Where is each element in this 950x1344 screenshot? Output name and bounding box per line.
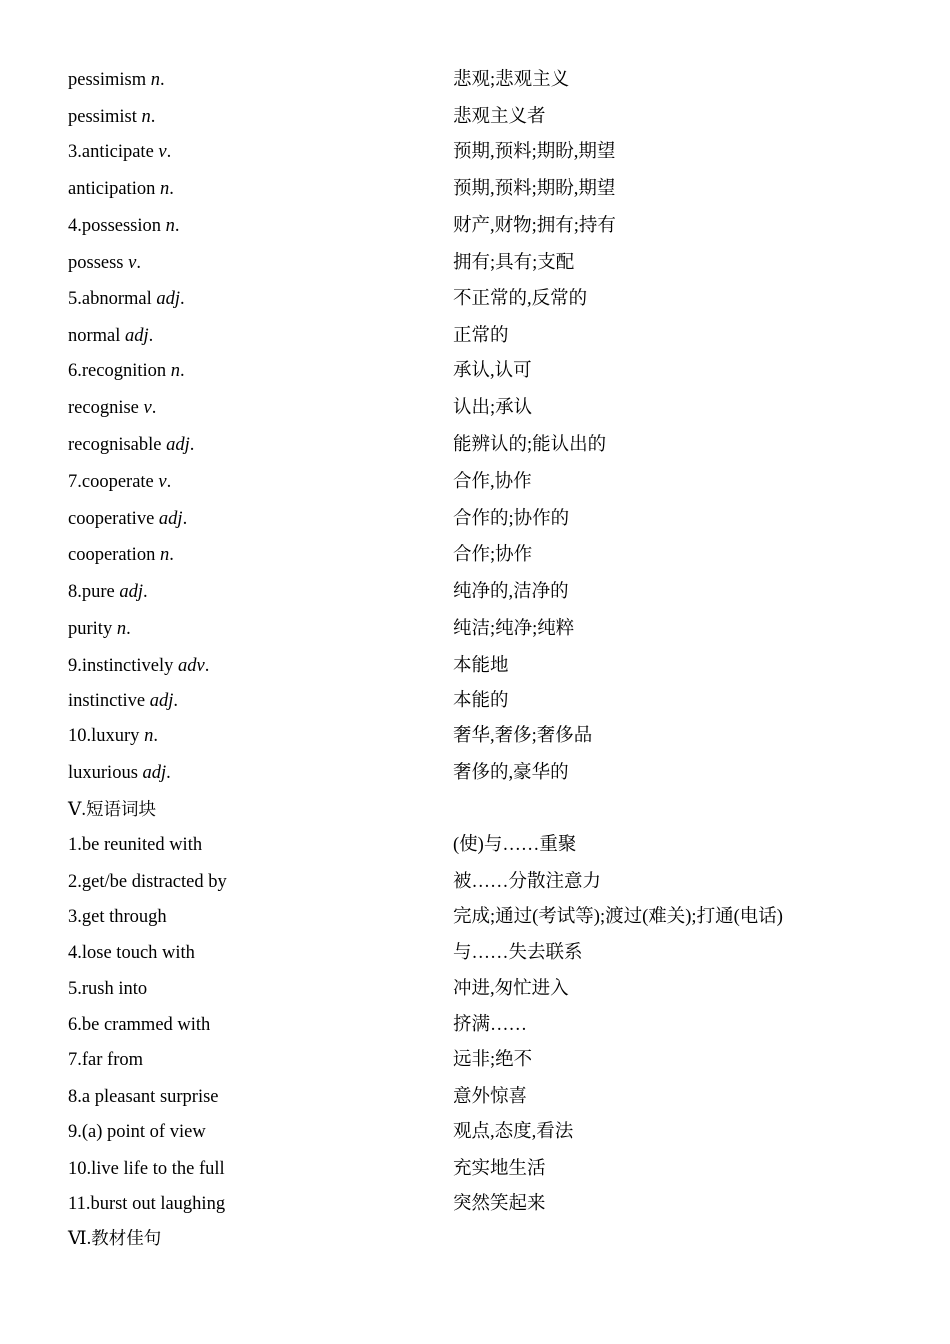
part-of-speech: v bbox=[158, 142, 167, 162]
vocab-word: pessimism n. bbox=[68, 70, 165, 90]
phrase-row bbox=[68, 1190, 888, 1218]
part-of-speech: adj bbox=[166, 435, 190, 455]
vocab-row bbox=[68, 103, 888, 131]
vocab-meaning: 本能的 bbox=[453, 691, 509, 711]
phrase-row bbox=[68, 1011, 888, 1039]
vocab-row bbox=[68, 615, 888, 643]
vocab-row bbox=[68, 759, 888, 787]
phrase-text: 5.rush into bbox=[68, 979, 148, 999]
vocab-word: instinctive adj. bbox=[68, 691, 178, 711]
phrase-meaning: 冲进,匆忙进入 bbox=[453, 979, 569, 999]
part-of-speech: adj bbox=[158, 509, 183, 529]
part-of-speech: n bbox=[159, 179, 170, 199]
vocab-word: pessimist n. bbox=[68, 107, 156, 127]
vocab-row bbox=[68, 541, 888, 569]
part-of-speech: adj bbox=[119, 582, 144, 602]
phrase-meaning: 意外惊喜 bbox=[453, 1087, 528, 1107]
phrase-meaning: 观点,态度,看法 bbox=[453, 1122, 574, 1142]
vocab-word: purity n. bbox=[68, 619, 131, 639]
phrase-row bbox=[68, 939, 888, 967]
section-number: Ⅴ. bbox=[68, 800, 86, 820]
part-of-speech: adv bbox=[177, 656, 205, 676]
part-of-speech: v bbox=[143, 398, 152, 418]
phrase-row bbox=[68, 868, 888, 896]
vocab-meaning: 预期,预料;期盼,期望 bbox=[453, 179, 616, 199]
vocab-row bbox=[68, 175, 888, 203]
vocab-row bbox=[68, 687, 888, 715]
vocab-meaning: 拥有;具有;支配 bbox=[453, 253, 575, 273]
vocab-row bbox=[68, 652, 888, 680]
phrase-row bbox=[68, 1155, 888, 1183]
vocab-meaning: 奢侈的,豪华的 bbox=[453, 763, 569, 783]
vocab-word: 3.anticipate v. bbox=[68, 142, 172, 162]
phrase-meaning: 与……失去联系 bbox=[453, 943, 583, 963]
vocab-row bbox=[68, 505, 888, 533]
phrase-text: 2.get/be distracted by bbox=[68, 872, 227, 892]
phrase-text: 8.a pleasant surprise bbox=[68, 1087, 219, 1107]
vocab-meaning: 悲观主义者 bbox=[453, 107, 546, 127]
part-of-speech: n bbox=[165, 216, 175, 236]
vocab-row bbox=[68, 357, 888, 385]
vocab-meaning: 合作,协作 bbox=[453, 472, 532, 492]
vocab-meaning: 认出;承认 bbox=[453, 398, 533, 418]
vocab-word: luxurious adj. bbox=[68, 763, 171, 783]
phrase-text: 1.be reunited with bbox=[68, 835, 203, 855]
phrase-text: 10.live life to the full bbox=[68, 1159, 225, 1179]
part-of-speech: adj bbox=[142, 763, 167, 783]
vocab-meaning: 合作;协作 bbox=[453, 545, 533, 565]
phrase-meaning: 完成;通过(考试等);渡过(难关);打通(电话) bbox=[453, 907, 783, 927]
part-of-speech: v bbox=[128, 253, 137, 273]
phrase-text: 11.burst out laughing bbox=[68, 1194, 226, 1214]
part-of-speech: adj bbox=[149, 691, 174, 711]
section-heading-textbook-sentences bbox=[68, 1225, 161, 1253]
section-heading-phrases bbox=[68, 796, 156, 824]
phrase-row bbox=[68, 903, 888, 931]
vocab-word: anticipation n. bbox=[68, 179, 174, 199]
phrase-text: 7.far from bbox=[68, 1050, 143, 1070]
phrase-text: 9.(a) point of view bbox=[68, 1122, 206, 1142]
vocab-row bbox=[68, 249, 888, 277]
phrase-row bbox=[68, 1083, 888, 1111]
vocab-meaning: 不正常的,反常的 bbox=[453, 289, 588, 309]
vocab-row bbox=[68, 578, 888, 606]
phrase-meaning: 远非;绝不 bbox=[453, 1050, 533, 1070]
vocab-meaning: 悲观;悲观主义 bbox=[453, 70, 570, 90]
vocab-word: recognise v. bbox=[68, 398, 157, 418]
vocab-meaning: 能辨认的;能认出的 bbox=[453, 435, 607, 455]
part-of-speech: adj bbox=[156, 289, 181, 309]
vocab-word: 9.instinctively adv. bbox=[68, 656, 210, 676]
vocab-word: normal adj. bbox=[68, 326, 154, 346]
vocab-word: 8.pure adj. bbox=[68, 582, 148, 602]
vocab-meaning: 承认,认可 bbox=[453, 361, 532, 381]
vocab-row bbox=[68, 322, 888, 350]
vocab-word: cooperation n. bbox=[68, 545, 174, 565]
part-of-speech: n bbox=[159, 545, 170, 565]
vocab-row bbox=[68, 66, 888, 94]
phrase-meaning: 被……分散注意力 bbox=[453, 872, 602, 892]
vocab-word: possess v. bbox=[68, 253, 141, 273]
part-of-speech: n bbox=[150, 70, 160, 90]
part-of-speech: adj bbox=[125, 326, 149, 346]
phrase-row bbox=[68, 975, 888, 1003]
vocab-word: 6.recognition n. bbox=[68, 361, 185, 381]
part-of-speech: n bbox=[116, 619, 127, 639]
vocab-row bbox=[68, 212, 888, 240]
vocab-meaning: 合作的;协作的 bbox=[453, 509, 570, 529]
vocab-row bbox=[68, 285, 888, 313]
vocab-row bbox=[68, 468, 888, 496]
part-of-speech: v bbox=[158, 472, 167, 492]
phrase-text: 4.lose touch with bbox=[68, 943, 195, 963]
vocab-word: 4.possession n. bbox=[68, 216, 180, 236]
vocab-word: 10.luxury n. bbox=[68, 726, 158, 746]
phrase-row bbox=[68, 831, 888, 859]
vocab-row bbox=[68, 431, 888, 459]
phrase-row bbox=[68, 1046, 888, 1074]
vocab-word: cooperative adj. bbox=[68, 509, 188, 529]
phrase-row bbox=[68, 1118, 888, 1146]
section-title: 教材佳句 bbox=[91, 1229, 162, 1249]
phrase-text: 3.get through bbox=[68, 907, 167, 927]
vocab-row bbox=[68, 138, 888, 166]
vocab-meaning: 本能地 bbox=[453, 656, 509, 676]
phrase-meaning: 充实地生活 bbox=[453, 1159, 546, 1179]
phrase-meaning: 挤满…… bbox=[453, 1015, 528, 1035]
vocab-word: 5.abnormal adj. bbox=[68, 289, 185, 309]
vocab-row bbox=[68, 722, 888, 750]
part-of-speech: n bbox=[170, 361, 181, 381]
part-of-speech: n bbox=[144, 726, 154, 746]
phrase-meaning: (使)与……重聚 bbox=[453, 835, 577, 855]
vocab-word: 7.cooperate v. bbox=[68, 472, 172, 492]
vocab-meaning: 奢华,奢侈;奢侈品 bbox=[453, 726, 593, 746]
vocab-meaning: 纯洁;纯净;纯粹 bbox=[453, 619, 575, 639]
section-number: Ⅵ. bbox=[68, 1229, 92, 1249]
vocab-meaning: 正常的 bbox=[453, 326, 509, 346]
vocab-meaning: 纯净的,洁净的 bbox=[453, 582, 569, 602]
phrase-text: 6.be crammed with bbox=[68, 1015, 211, 1035]
vocab-meaning: 财产,财物;拥有;持有 bbox=[453, 216, 616, 236]
vocab-word: recognisable adj. bbox=[68, 435, 195, 455]
phrase-meaning: 突然笑起来 bbox=[453, 1194, 546, 1214]
vocab-meaning: 预期,预料;期盼,期望 bbox=[453, 142, 616, 162]
section-title: 短语词块 bbox=[86, 800, 156, 820]
part-of-speech: n bbox=[141, 107, 151, 127]
vocab-row bbox=[68, 394, 888, 422]
